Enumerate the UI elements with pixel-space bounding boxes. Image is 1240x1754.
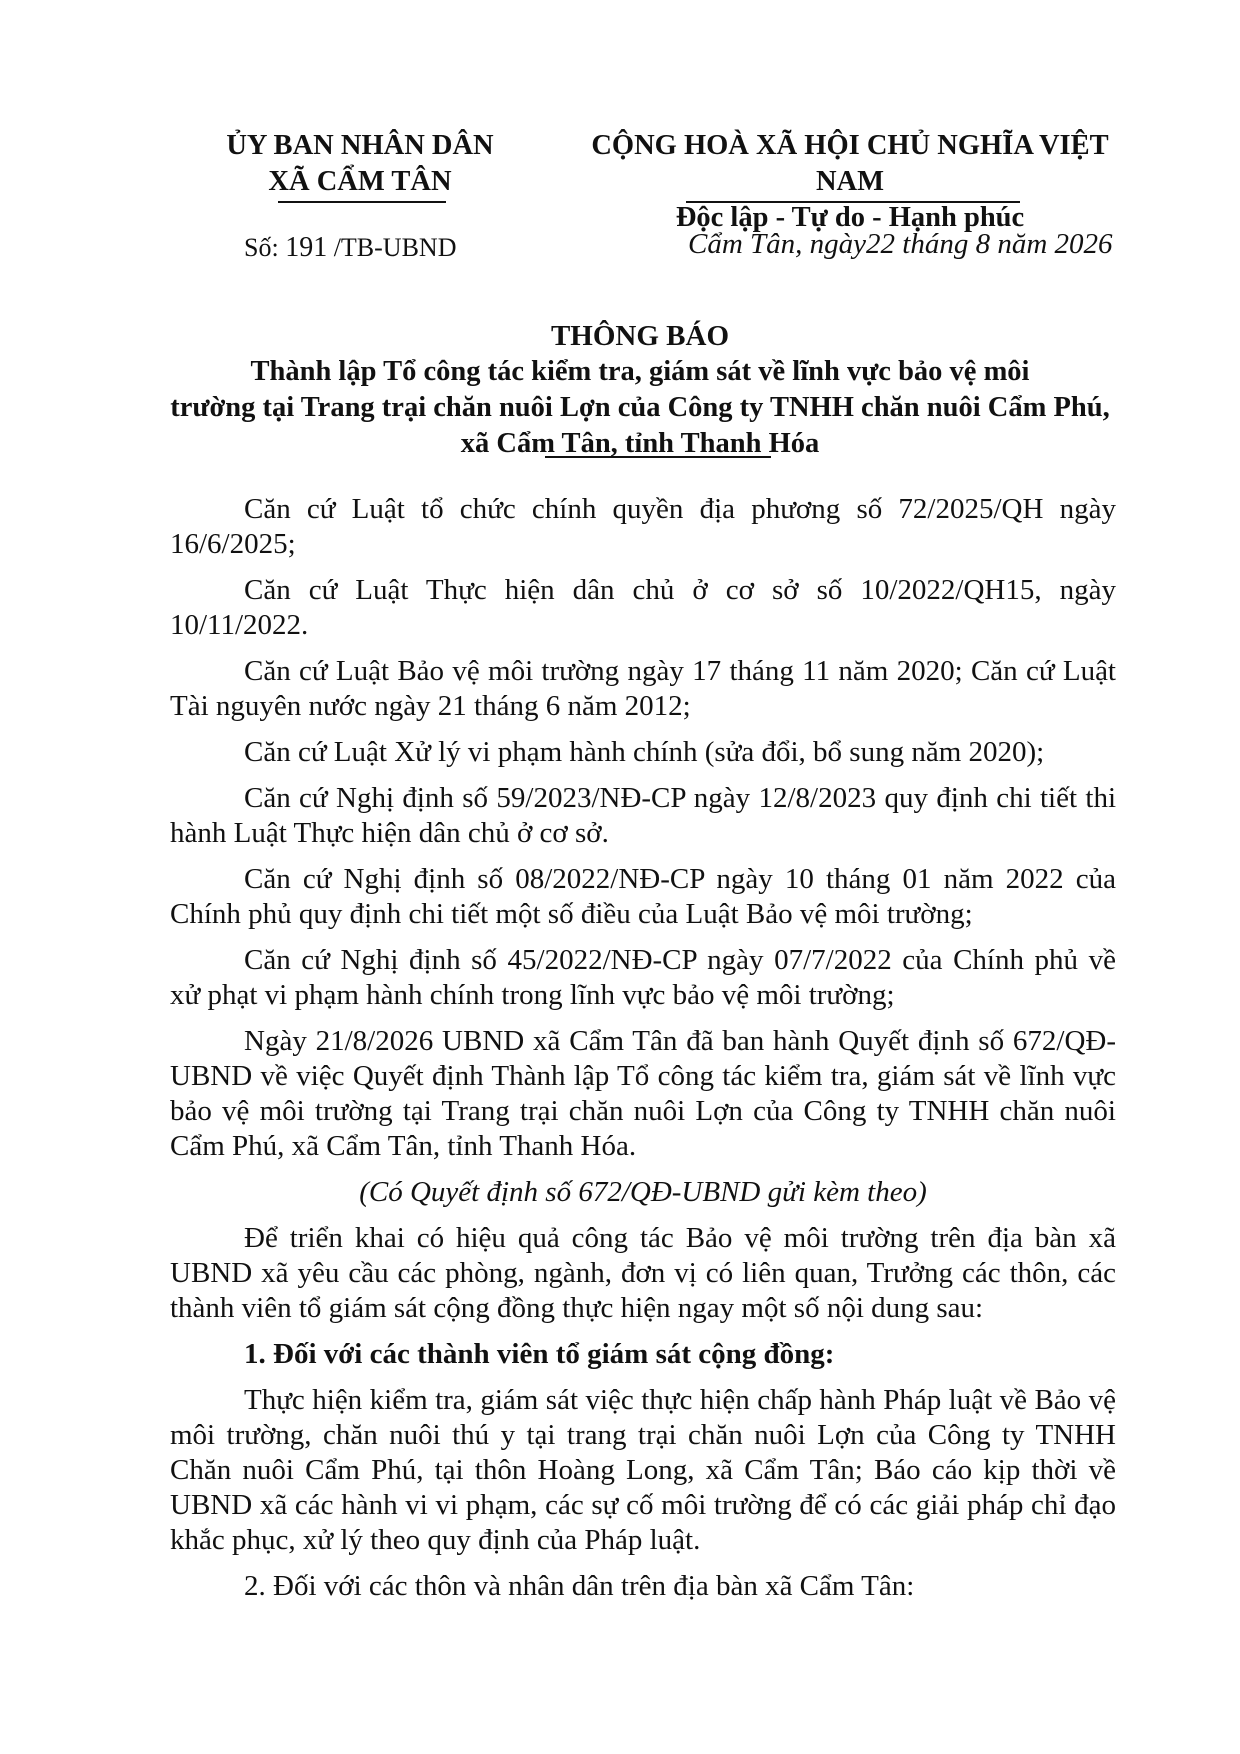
document-date [688, 228, 1113, 261]
document-body [170, 492, 1116, 1615]
agency-line-2: XÃ CẨM TÂN [268, 166, 452, 197]
so-label: Số: [244, 233, 279, 262]
motto-underline [686, 201, 1020, 203]
so-number: 191 [285, 232, 328, 263]
legal-basis-7: Căn cứ Nghị định số 45/2022/NĐ-CP ngày 07/7/2022 của Chính phủ về xử phạt vi phạm hành chính trong lĩnh vực bảo vệ môi trường; [170, 944, 1116, 1011]
title-line-2: trường tại Trang trại chăn nuôi Lợn của Công ty TNHH chăn nuôi Cẩm Phú, [170, 392, 1110, 423]
date-day: 22 [866, 228, 896, 260]
decision-paragraph: Ngày 21/8/2026 UBND xã Cẩm Tân đã ban hành Quyết định số 672/QĐ-UBND về việc Quyết định Thành lập Tổ công tác kiểm tra, giám sát về lĩnh vực bảo vệ môi trường tại Trang trại chăn nuôi Lợn của Công ty TNHH chăn nuôi Cẩm Phú, xã Cẩm Tân, tỉnh Thanh Hóa. [170, 1025, 1116, 1162]
title-underline [545, 456, 771, 458]
section-1-text: Thực hiện kiểm tra, giám sát việc thực hiện chấp hành Pháp luật về Bảo vệ môi trường, chăn nuôi thú y tại trang trại chăn nuôi Lợn của Công ty TNHH Chăn nuôi Cẩm Phú, tại thôn Hoàng Long, xã Cẩm Tân; Báo cáo kịp thời về UBND xã các hành vi vi phạm, các sự cố môi trường để có các giải pháp chỉ đạo khắc phục, xử lý theo quy định của Pháp luật. [170, 1384, 1116, 1556]
legal-basis-3: Căn cứ Luật Bảo vệ môi trường ngày 17 tháng 11 năm 2020; Căn cứ Luật Tài nguyên nước ngày 21 tháng 6 năm 2012; [170, 655, 1116, 722]
section-1-heading: 1. Đối với các thành viên tổ giám sát cộng đồng: [244, 1338, 835, 1370]
legal-basis-4: Căn cứ Luật Xử lý vi phạm hành chính (sửa đổi, bổ sung năm 2020); [244, 736, 1045, 768]
title-heading: THÔNG BÁO [550, 320, 730, 352]
title-line-3: xã Cẩm Tân, tỉnh Thanh Hóa [460, 428, 820, 459]
date-suffix: tháng 8 năm 2026 [902, 228, 1113, 260]
legal-basis-2: Căn cứ Luật Thực hiện dân chủ ở cơ sở số 10/2022/QH15, ngày 10/11/2022. [170, 574, 1116, 641]
issuing-agency [210, 128, 510, 200]
agency-underline [278, 201, 446, 203]
agency-line-1: ỦY BAN NHÂN DÂN [226, 130, 494, 161]
section-2-heading: 2. Đối với các thôn và nhân dân trên địa bàn xã Cẩm Tân: [244, 1570, 915, 1602]
attachment-note: (Có Quyết định số 672/QĐ-UBND gửi kèm theo) [359, 1176, 927, 1208]
legal-basis-6: Căn cứ Nghị định số 08/2022/NĐ-CP ngày 10 tháng 01 năm 2022 của Chính phủ quy định chi tiết một số điều của Luật Bảo vệ môi trường; [170, 863, 1116, 930]
nation-line-2: Độc lập - Tự do - Hạnh phúc [675, 202, 1025, 233]
request-paragraph: Để triển khai có hiệu quả công tác Bảo vệ môi trường trên địa bàn xã UBND xã yêu cầu các phòng, ngành, đơn vị có liên quan, Trưởng các thôn, các thành viên tổ giám sát cộng đồng thực hiện ngay một số nội dung sau: [170, 1222, 1116, 1324]
so-suffix: /TB-UBND [333, 233, 457, 262]
date-prefix: Cẩm Tân, ngày [688, 228, 867, 260]
national-motto [555, 128, 1145, 236]
document-number [244, 232, 456, 264]
title-line-1: Thành lập Tổ công tác kiểm tra, giám sát về lĩnh vực bảo vệ môi [250, 356, 1030, 387]
legal-basis-1: Căn cứ Luật tổ chức chính quyền địa phương số 72/2025/QH ngày 16/6/2025; [170, 493, 1116, 560]
document-title [160, 318, 1120, 462]
legal-basis-5: Căn cứ Nghị định số 59/2023/NĐ-CP ngày 12/8/2023 quy định chi tiết thi hành Luật Thực hiện dân chủ ở cơ sở. [170, 782, 1116, 849]
nation-line-1: CỘNG HOÀ XÃ HỘI CHỦ NGHĨA VIỆT NAM [591, 130, 1109, 197]
